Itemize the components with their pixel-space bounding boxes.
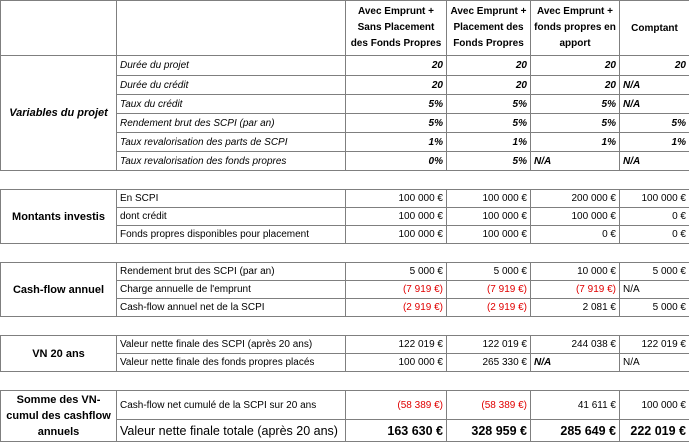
cell-value: (7 919 €) xyxy=(531,281,620,299)
section-title-variables: Variables du projet xyxy=(1,56,117,171)
cell-value: (7 919 €) xyxy=(447,281,531,299)
cell-value: 285 649 € xyxy=(531,420,620,442)
cell-value: 100 000 € xyxy=(447,226,531,244)
cell-value: 5% xyxy=(346,114,447,133)
column-header: Comptant xyxy=(620,1,689,56)
cell-value: 20 xyxy=(447,56,531,76)
column-header: Avec Emprunt + Sans Placement des Fonds Propres xyxy=(346,1,447,56)
cell-value: 244 038 € xyxy=(531,336,620,354)
cell-value: 5 000 € xyxy=(346,263,447,281)
cell-value: 5% xyxy=(620,114,689,133)
column-header: Avec Emprunt + fonds propres en apport xyxy=(531,1,620,56)
cell-value: 122 019 € xyxy=(346,336,447,354)
cell-value: N/A xyxy=(620,152,689,171)
row-label: Valeur nette finale totale (après 20 ans) xyxy=(117,420,346,442)
row-label: Cash-flow annuel net de la SCPI xyxy=(117,299,346,317)
row-label: Cash-flow net cumulé de la SCPI sur 20 ans xyxy=(117,391,346,420)
cell-value: 20 xyxy=(531,56,620,76)
row-label: Charge annuelle de l'emprunt xyxy=(117,281,346,299)
cell-value: 122 019 € xyxy=(447,336,531,354)
cell-value: 10 000 € xyxy=(531,263,620,281)
table-row xyxy=(1,190,689,208)
cell-value: 5 000 € xyxy=(620,299,689,317)
cell-value: 5 000 € xyxy=(447,263,531,281)
cell-value: N/A xyxy=(620,354,689,372)
row-label: Taux revalorisation des parts de SCPI xyxy=(117,133,346,152)
cell-value: N/A xyxy=(620,76,689,95)
cell-value: 265 330 € xyxy=(447,354,531,372)
spacer-row xyxy=(1,372,689,391)
cell-value: 100 000 € xyxy=(346,190,447,208)
table-row xyxy=(1,336,689,354)
cell-value: 20 xyxy=(620,56,689,76)
cell-value: 1% xyxy=(531,133,620,152)
cell-value: 5% xyxy=(531,95,620,114)
cell-value: 328 959 € xyxy=(447,420,531,442)
spacer-row xyxy=(1,244,689,263)
header-label-cell xyxy=(117,1,346,56)
row-label: Durée du crédit xyxy=(117,76,346,95)
spacer-cell xyxy=(1,244,689,263)
cell-value: 100 000 € xyxy=(620,391,689,420)
cell-value: 100 000 € xyxy=(447,208,531,226)
spacer-cell xyxy=(1,317,689,336)
cell-value: (58 389 €) xyxy=(346,391,447,420)
cell-value: 5% xyxy=(447,114,531,133)
cell-value: 163 630 € xyxy=(346,420,447,442)
cell-value: 100 000 € xyxy=(346,226,447,244)
cell-value: 100 000 € xyxy=(531,208,620,226)
cell-value: 100 000 € xyxy=(620,190,689,208)
cell-value: N/A xyxy=(531,354,620,372)
cell-value: 5 000 € xyxy=(620,263,689,281)
section-title-vn: VN 20 ans xyxy=(1,336,117,372)
row-label: Rendement brut des SCPI (par an) xyxy=(117,114,346,133)
cell-value: 20 xyxy=(346,76,447,95)
section-title-montants: Montants investis xyxy=(1,190,117,244)
cell-value: 0 € xyxy=(531,226,620,244)
corner-cell xyxy=(1,1,117,56)
row-label: Rendement brut des SCPI (par an) xyxy=(117,263,346,281)
cell-value: N/A xyxy=(620,95,689,114)
row-label: Taux du crédit xyxy=(117,95,346,114)
cell-value: 200 000 € xyxy=(531,190,620,208)
cell-value: 222 019 € xyxy=(620,420,689,442)
cell-value: 20 xyxy=(447,76,531,95)
cell-value: N/A xyxy=(531,152,620,171)
cell-value: 122 019 € xyxy=(620,336,689,354)
cell-value: 100 000 € xyxy=(346,354,447,372)
row-label: dont crédit xyxy=(117,208,346,226)
cell-value: 100 000 € xyxy=(346,208,447,226)
cell-value: 100 000 € xyxy=(447,190,531,208)
table-row xyxy=(1,56,689,76)
row-label: En SCPI xyxy=(117,190,346,208)
table-row xyxy=(1,263,689,281)
cell-value: (2 919 €) xyxy=(447,299,531,317)
spacer-cell xyxy=(1,171,689,190)
cell-value: 5% xyxy=(447,152,531,171)
row-label: Durée du projet xyxy=(117,56,346,76)
spacer-row xyxy=(1,317,689,336)
cell-value: 2 081 € xyxy=(531,299,620,317)
table-row xyxy=(1,391,689,420)
cell-value: 20 xyxy=(346,56,447,76)
header-row xyxy=(1,1,689,56)
row-label: Fonds propres disponibles pour placement xyxy=(117,226,346,244)
row-label: Valeur nette finale des fonds propres placés xyxy=(117,354,346,372)
cell-value: 20 xyxy=(531,76,620,95)
column-header: Avec Emprunt + Placement des Fonds Propres xyxy=(447,1,531,56)
cell-value: (58 389 €) xyxy=(447,391,531,420)
section-title-cashflow: Cash-flow annuel xyxy=(1,263,117,317)
spacer-cell xyxy=(1,372,689,391)
cell-value: 1% xyxy=(346,133,447,152)
cell-value: 5% xyxy=(531,114,620,133)
row-label: Valeur nette finale des SCPI (après 20 ans) xyxy=(117,336,346,354)
cell-value: (7 919 €) xyxy=(346,281,447,299)
cell-value: 1% xyxy=(620,133,689,152)
cell-value: 0% xyxy=(346,152,447,171)
cell-value: (2 919 €) xyxy=(346,299,447,317)
section-title-somme: Somme des VN-cumul des cashflow annuels xyxy=(1,391,117,442)
cell-value: N/A xyxy=(620,281,689,299)
cell-value: 1% xyxy=(447,133,531,152)
cell-value: 5% xyxy=(447,95,531,114)
cell-value: 0 € xyxy=(620,208,689,226)
cell-value: 5% xyxy=(346,95,447,114)
cell-value: 41 611 € xyxy=(531,391,620,420)
cell-value: 0 € xyxy=(620,226,689,244)
row-label: Taux revalorisation des fonds propres xyxy=(117,152,346,171)
spacer-row xyxy=(1,171,689,190)
